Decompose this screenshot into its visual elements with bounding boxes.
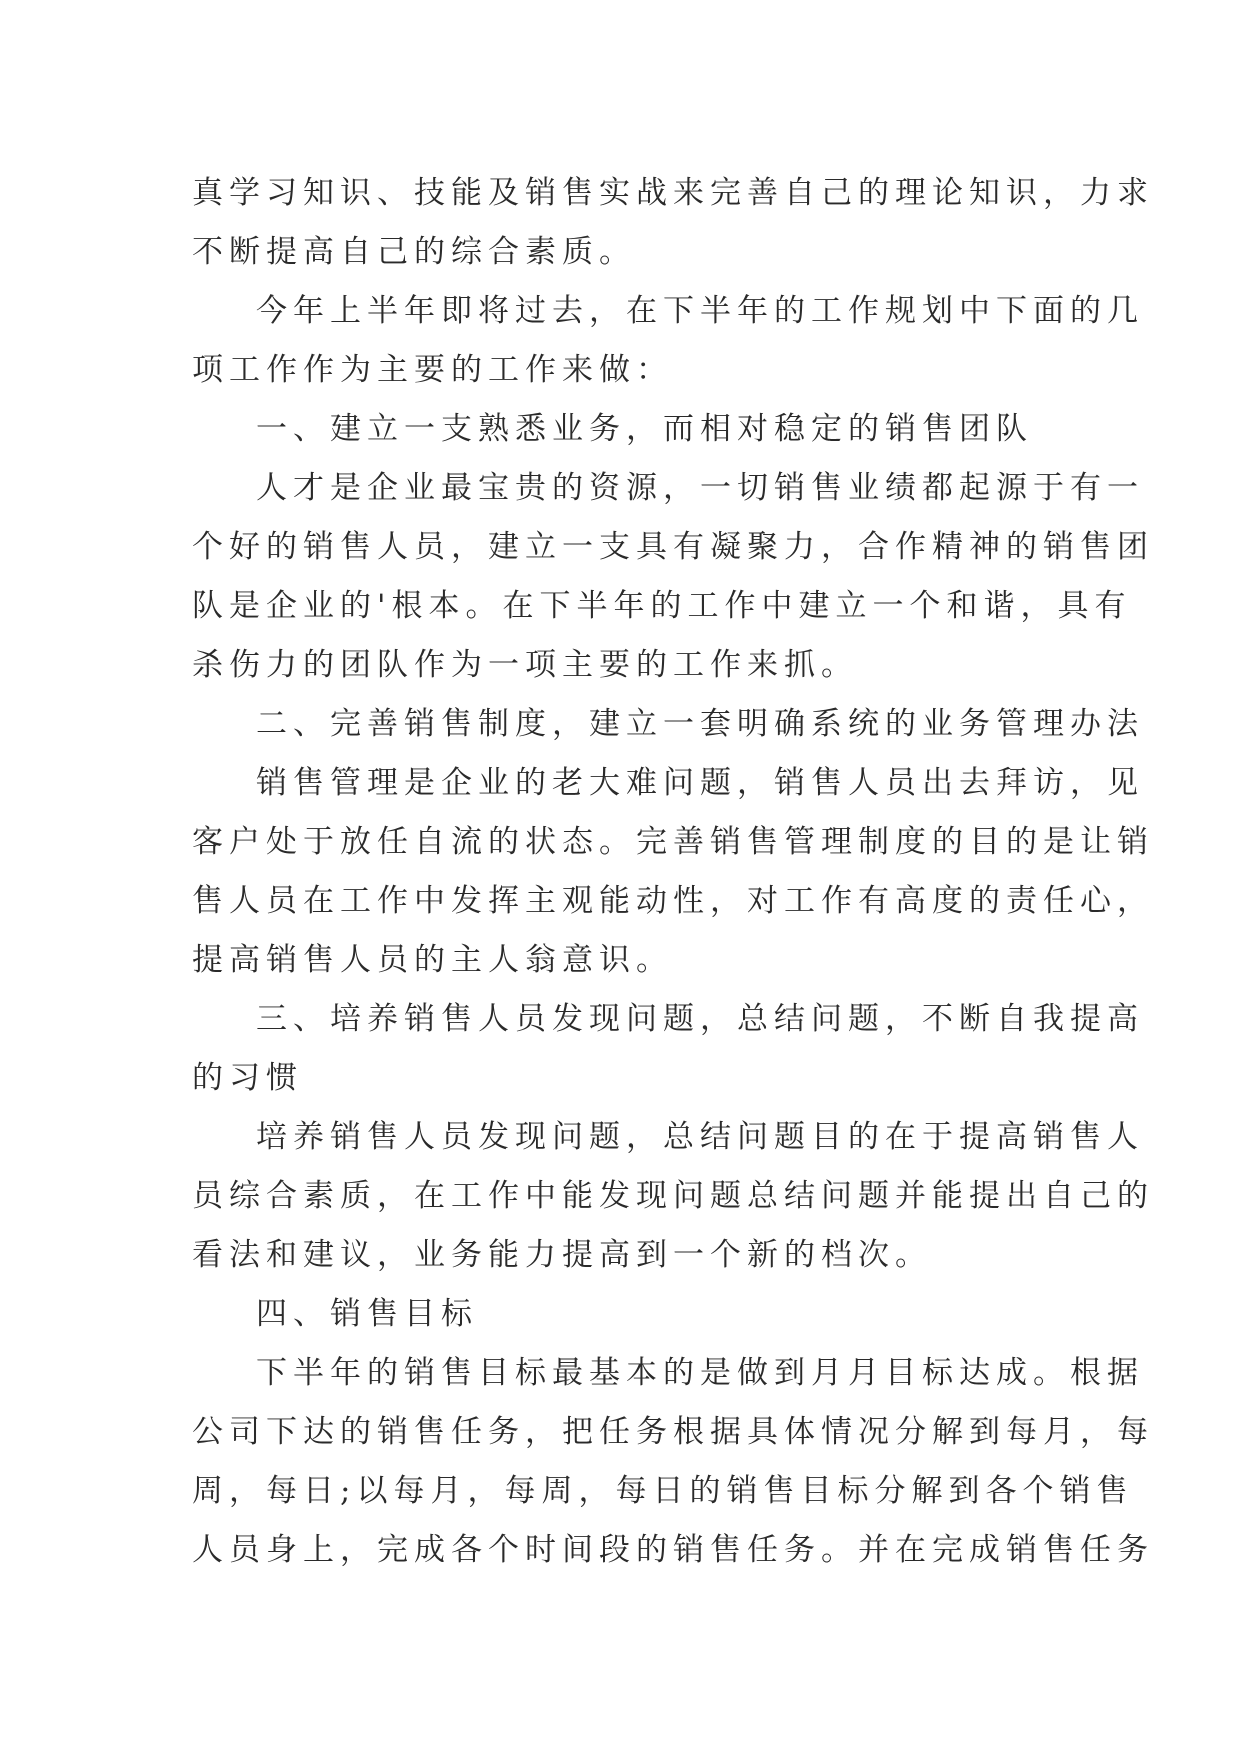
section-heading: 二、完善销售制度，建立一套明确系统的业务管理办法: [256, 706, 1144, 742]
text-line: 看法和建议，业务能力提高到一个新的档次。: [192, 1237, 932, 1273]
text-line: 售人员在工作中发挥主观能动性，对工作有高度的责任心，: [192, 883, 1154, 919]
text-line: 下半年的销售目标最基本的是做到月月目标达成。根据: [256, 1355, 1144, 1391]
section-heading: 四、销售目标: [256, 1296, 478, 1332]
text-line: 真学习知识、技能及销售实战来完善自己的理论知识，力求: [192, 175, 1154, 211]
text-line: 周，每日;以每月，每周，每日的销售目标分解到各个销售: [192, 1473, 1134, 1509]
text-line: 培养销售人员发现问题，总结问题目的在于提高销售人: [256, 1119, 1144, 1155]
text-line: 不断提高自己的综合素质。: [192, 234, 636, 270]
text-line: 人员身上，完成各个时间段的销售任务。并在完成销售任务: [192, 1532, 1154, 1568]
text-line: 杀伤力的团队作为一项主要的工作来抓。: [192, 647, 858, 683]
text-line: 提高销售人员的主人翁意识。: [192, 942, 673, 978]
text-line: 公司下达的销售任务，把任务根据具体情况分解到每月，每: [192, 1414, 1154, 1450]
text-line: 项工作作为主要的工作来做：: [192, 352, 673, 388]
text-line: 今年上半年即将过去，在下半年的工作规划中下面的几: [256, 293, 1144, 329]
text-line: 客户处于放任自流的状态。完善销售管理制度的目的是让销: [192, 824, 1154, 860]
section-heading-continued: 的习惯: [192, 1060, 303, 1096]
text-line: 队是企业的'根本。在下半年的工作中建立一个和谐，具有: [192, 588, 1132, 624]
text-line: 员综合素质，在工作中能发现问题总结问题并能提出自己的: [192, 1178, 1154, 1214]
text-line: 个好的销售人员，建立一支具有凝聚力，合作精神的销售团: [192, 529, 1154, 565]
section-heading: 三、培养销售人员发现问题，总结问题，不断自我提高: [256, 1001, 1144, 1037]
text-line: 人才是企业最宝贵的资源，一切销售业绩都起源于有一: [256, 470, 1144, 506]
section-heading: 一、建立一支熟悉业务，而相对稳定的销售团队: [256, 411, 1033, 447]
document-body: [192, 164, 1154, 1580]
text-line: 销售管理是企业的老大难问题，销售人员出去拜访，见: [256, 765, 1144, 801]
